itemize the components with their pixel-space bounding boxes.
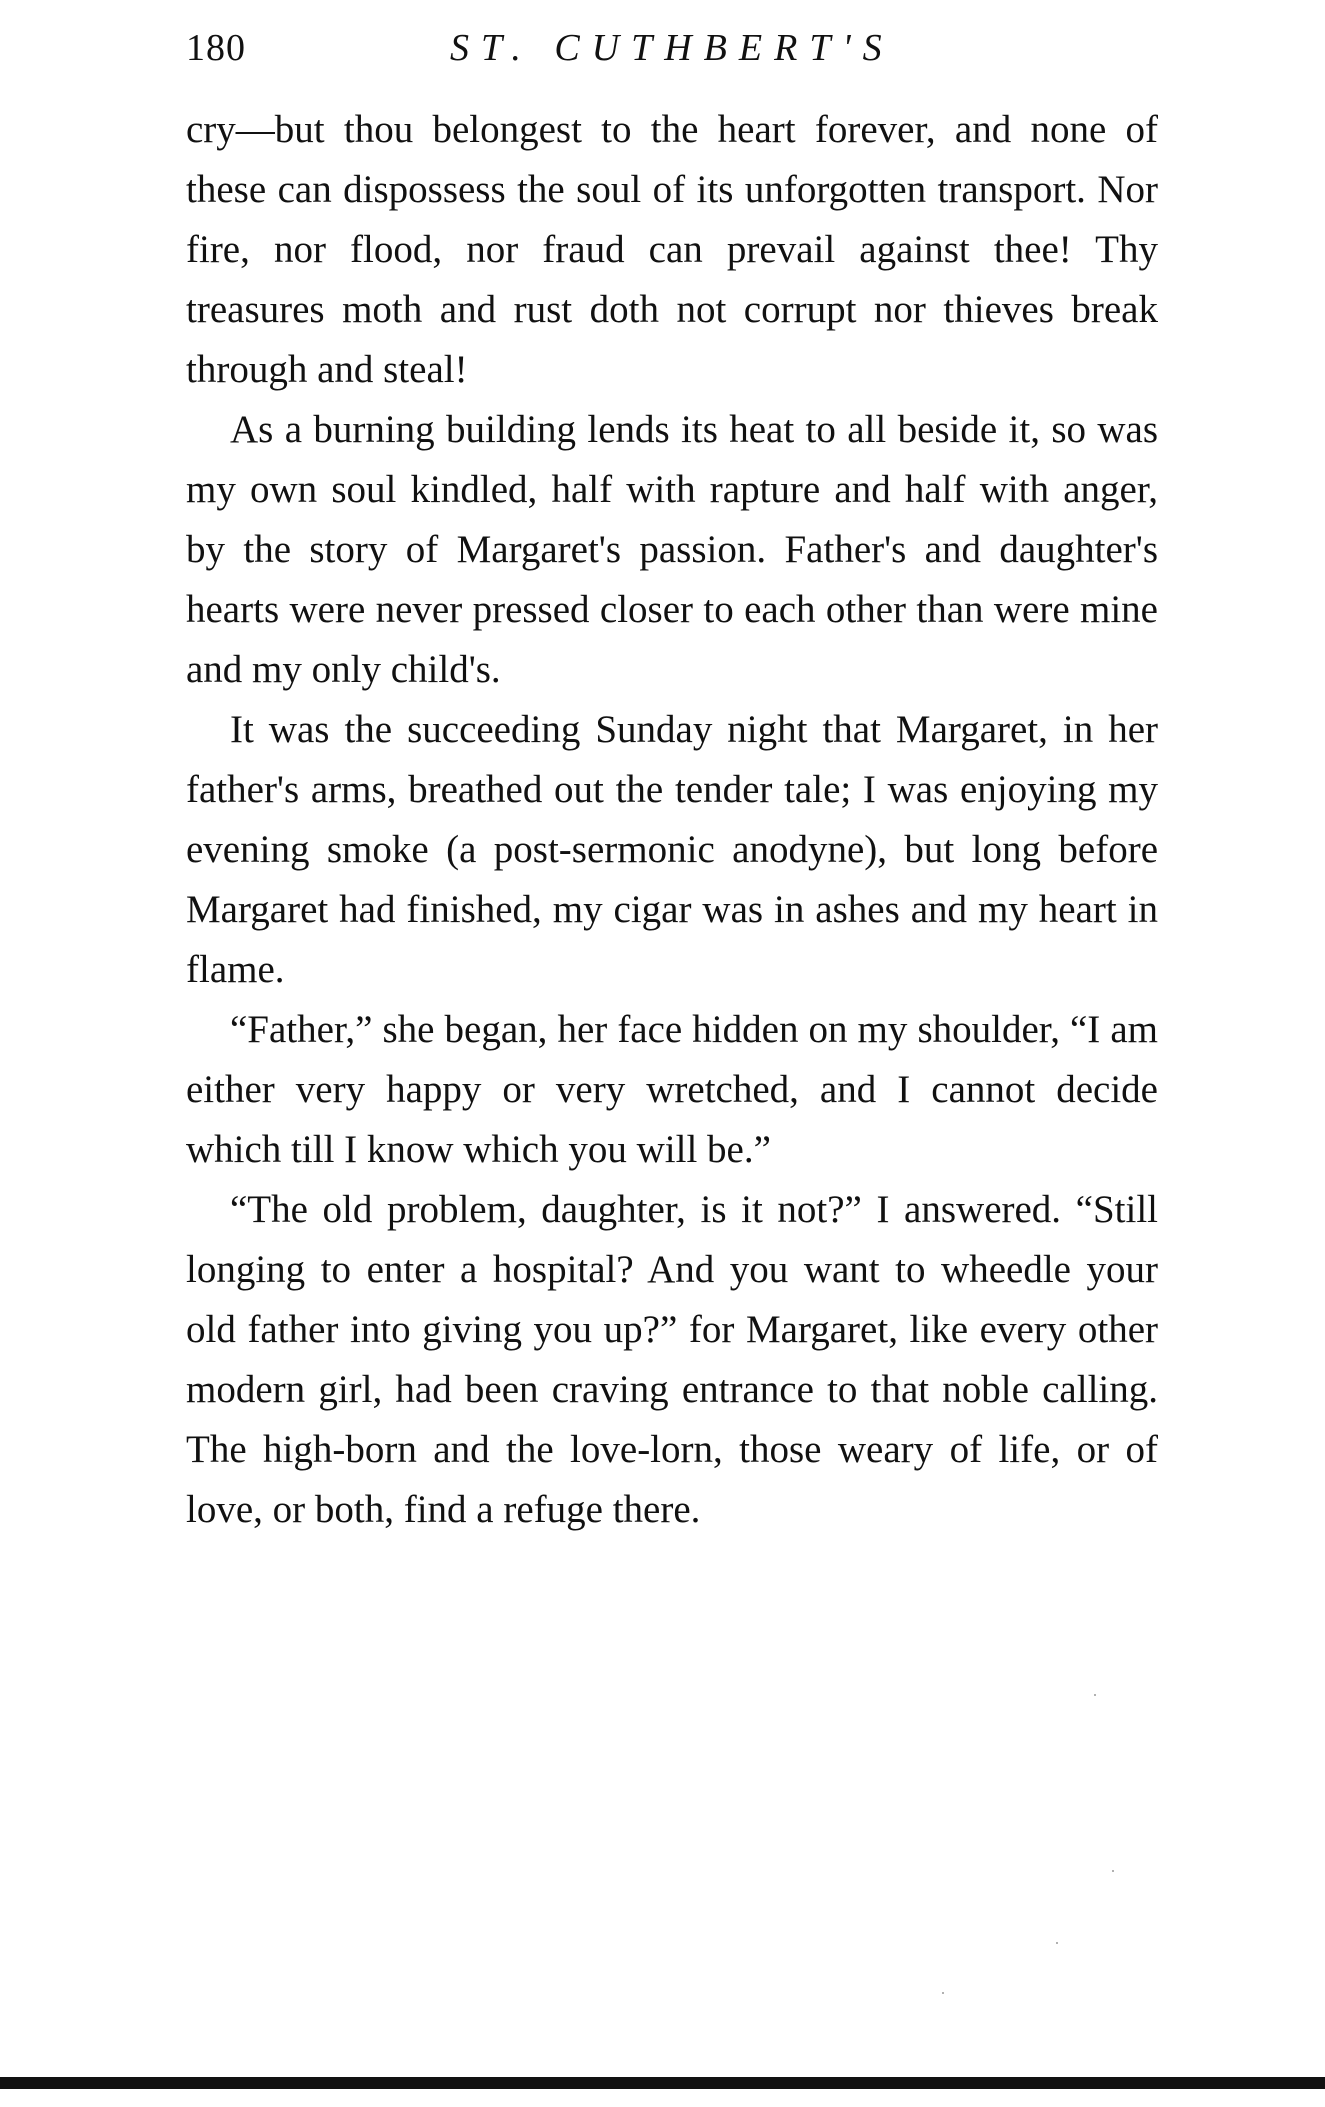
paragraph: As a burning building lends its heat to all beside it, so was my own soul kindled, half with rapture and half with anger, by the story of Margaret's passion. Father's and daughter's hearts were never pressed closer to each other than were mine and my only child's.	[186, 408, 1158, 691]
paragraph-continuation: cry—but thou belongest to the heart forever, and none of these can dispossess the soul of its unforgotten transport. Nor fire, nor flood, nor fraud can prevail against thee! Thy treasures moth and rust doth not corrupt nor thieves break through and steal!	[186, 108, 1158, 391]
bottom-border	[0, 2077, 1325, 2089]
running-head	[186, 18, 1156, 78]
body-text	[186, 100, 1158, 1540]
paragraph: It was the succeeding Sunday night that Margaret, in her father's arms, breathed out the tender tale; I was enjoying my evening smoke (a post-sermonic anodyne), but long before Margaret had finished, my cigar was in ashes and my heart in flame.	[186, 708, 1158, 991]
running-title: ST. CUTHBERT'S	[450, 27, 894, 69]
paragraph: “The old problem, daughter, is it not?” I answered. “Still longing to enter a hospital? And you want to wheedle your old father into giving you up?” for Margaret, like every other modern girl, had been craving entrance to that noble calling. The high-born and the love-lorn, those weary of life, or of love, or both, find a refuge there.	[186, 1188, 1158, 1531]
paragraph: “Father,” she began, her face hidden on my shoulder, “I am either very happy or very wretched, and I cannot decide which till I know which you will be.”	[186, 1008, 1158, 1171]
page-number: 180	[186, 27, 246, 69]
